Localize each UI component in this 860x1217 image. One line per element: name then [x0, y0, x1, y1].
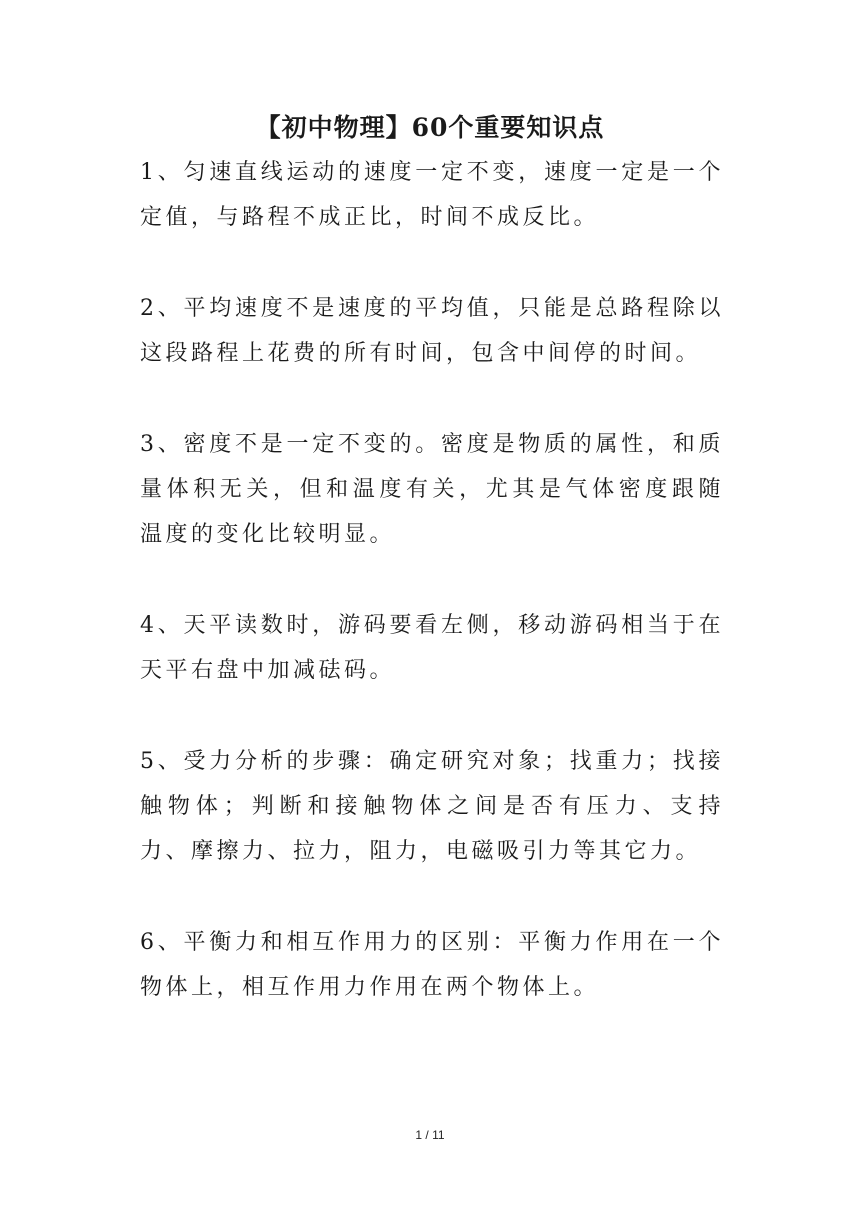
page-number: 1 / 11 — [415, 1128, 445, 1142]
list-item: 6、平衡力和相互作用力的区别：平衡力作用在一个物体上，相互作用力作用在两个物体上。 — [140, 930, 724, 1000]
list-item: 4、天平读数时，游码要看左侧，移动游码相当于在天平右盘中加减砝码。 — [140, 613, 724, 683]
list-item: 1、匀速直线运动的速度一定不变，速度一定是一个定值，与路程不成正比，时间不成反比。 — [140, 160, 724, 230]
knowledge-points-list — [140, 150, 724, 1056]
list-item: 2、平均速度不是速度的平均值，只能是总路程除以这段路程上花费的所有时间，包含中间停的时间。 — [140, 296, 724, 366]
page-title: 【初中物理】60个重要知识点 — [255, 113, 605, 142]
list-item: 3、密度不是一定不变的。密度是物质的属性，和质量体积无关，但和温度有关，尤其是气体密度跟随温度的变化比较明显。 — [140, 432, 724, 547]
list-item: 5、受力分析的步骤：确定研究对象；找重力；找接触物体；判断和接触物体之间是否有压力、支持力、摩擦力、拉力，阻力，电磁吸引力等其它力。 — [140, 749, 724, 864]
